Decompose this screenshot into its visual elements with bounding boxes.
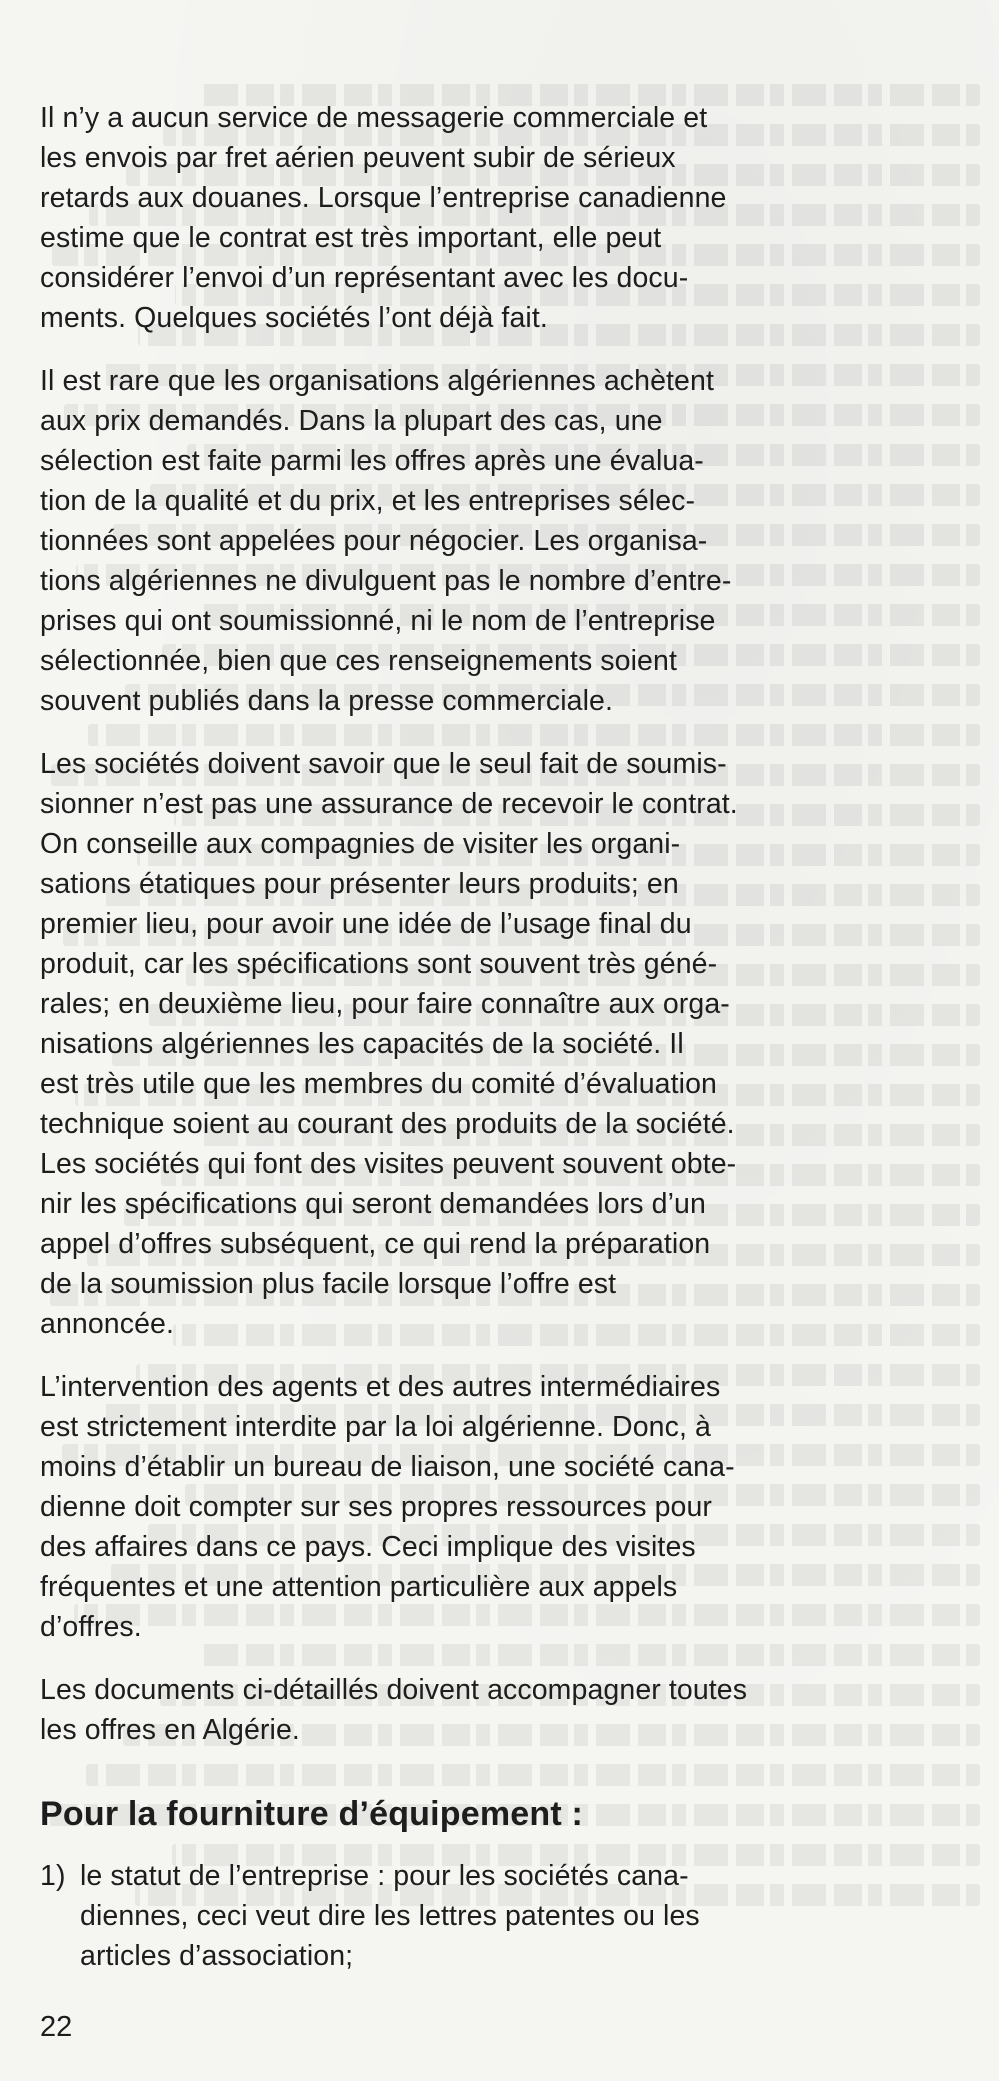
text-line: moins d’établir un bureau de liaison, une société cana-: [40, 1451, 735, 1483]
text-line: d’offres.: [40, 1611, 142, 1643]
text-line: fréquentes et une attention particulière aux appels: [40, 1571, 678, 1603]
text-line: rales; en deuxième lieu, pour faire connaître aux orga-: [40, 988, 730, 1020]
text-line: tion de la qualité et du prix, et les entreprises sélec-: [40, 485, 696, 517]
paragraph-group: [40, 98, 960, 1750]
list-item-line: le statut de l’entreprise : pour les sociétés cana-: [80, 1860, 689, 1892]
text-line: annoncée.: [40, 1308, 175, 1340]
text-line: tions algériennes ne divulguent pas le nombre d’entre-: [40, 565, 732, 597]
text-line: ments. Quelques sociétés l’ont déjà fait.: [40, 302, 548, 334]
text-line: les offres en Algérie.: [40, 1714, 300, 1746]
text-line: retards aux douanes. Lorsque l’entreprise canadienne: [40, 182, 727, 214]
text-line: sations étatiques pour présenter leurs produits; en: [40, 868, 679, 900]
page-body: [40, 98, 960, 1976]
text-line: les envois par fret aérien peuvent subir de sérieux: [40, 142, 676, 174]
text-line: dienne doit compter sur ses propres ressources pour: [40, 1491, 713, 1523]
paragraph: [40, 361, 960, 721]
text-line: produit, car les spécifications sont souvent très géné-: [40, 948, 718, 980]
text-line: premier lieu, pour avoir une idée de l’usage final du: [40, 908, 692, 940]
text-line: sélectionnée, bien que ces renseignements soient: [40, 645, 677, 677]
text-line: est très utile que les membres du comité d’évaluation: [40, 1068, 717, 1100]
paragraph: [40, 744, 960, 1344]
text-line: Il est rare que les organisations algériennes achètent: [40, 365, 714, 397]
text-line: est strictement interdite par la loi algérienne. Donc, à: [40, 1411, 711, 1443]
text-line: aux prix demandés. Dans la plupart des cas, une: [40, 405, 663, 437]
text-line: prises qui ont soumissionné, ni le nom de l’entreprise: [40, 605, 716, 637]
list-item-line: articles d’association;: [80, 1940, 354, 1972]
text-line: estime que le contrat est très important, elle peut: [40, 222, 662, 254]
text-line: de la soumission plus facile lorsque l’offre est: [40, 1268, 617, 1300]
text-line: Il n’y a aucun service de messagerie commerciale et: [40, 102, 708, 134]
text-line: souvent publiés dans la presse commerciale.: [40, 685, 614, 717]
text-line: nisations algériennes les capacités de la société. Il: [40, 1028, 684, 1060]
text-line: sionner n’est pas une assurance de recevoir le contrat.: [40, 788, 738, 820]
text-line: Les documents ci-détaillés doivent accompagner toutes: [40, 1674, 748, 1706]
paragraph: [40, 1670, 960, 1750]
list-item-line: diennes, ceci veut dire les lettres patentes ou les: [80, 1900, 700, 1932]
list-item: [40, 1856, 960, 1976]
document-list: [40, 1856, 960, 1976]
text-line: nir les spécifications qui seront demandées lors d’un: [40, 1188, 706, 1220]
text-line: tionnées sont appelées pour négocier. Les organisa-: [40, 525, 708, 557]
text-line: Les sociétés qui font des visites peuvent souvent obte-: [40, 1148, 737, 1180]
page-number: 22: [40, 2011, 73, 2043]
text-line: Les sociétés doivent savoir que le seul fait de soumis-: [40, 748, 727, 780]
text-line: On conseille aux compagnies de visiter les organi-: [40, 828, 681, 860]
list-marker: 1): [40, 1860, 66, 1892]
paragraph: [40, 98, 960, 338]
text-line: sélection est faite parmi les offres après une évalua-: [40, 445, 704, 477]
text-line: considérer l’envoi d’un représentant avec les docu-: [40, 262, 689, 294]
text-line: technique soient au courant des produits de la société.: [40, 1108, 735, 1140]
text-line: appel d’offres subséquent, ce qui rend la préparation: [40, 1228, 711, 1260]
text-line: L’intervention des agents et des autres intermédiaires: [40, 1371, 721, 1403]
text-line: des affaires dans ce pays. Ceci implique des visites: [40, 1531, 696, 1563]
section-heading: Pour la fourniture d’équipement :: [40, 1795, 584, 1833]
paragraph: [40, 1367, 960, 1647]
